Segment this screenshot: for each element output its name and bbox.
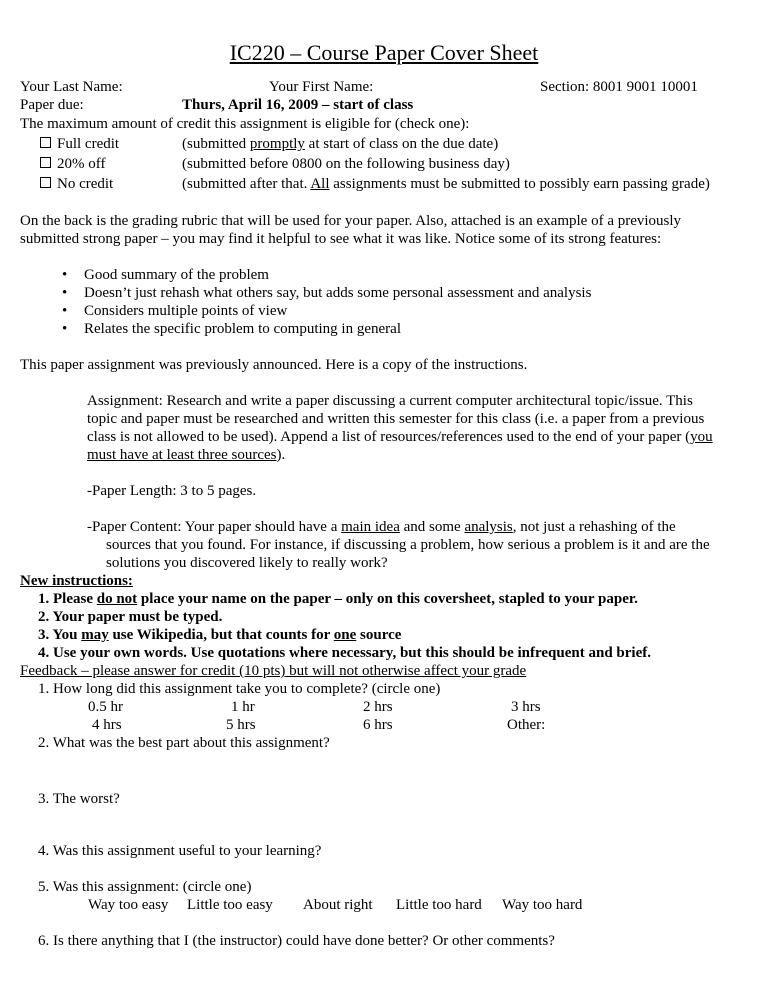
question-2: 2. What was the best part about this assignment? [38,735,330,751]
rubric-text-line1: On the back is the grading rubric that will be used for your paper. Also, attached is an example of a previously [20,213,682,229]
credit-option-full[interactable]: Full credit [40,135,119,153]
time-option[interactable]: 5 hrs [226,717,256,733]
bullet-icon: • [62,285,68,301]
credit-option-none[interactable]: No credit [40,175,113,193]
time-option[interactable]: 1 hr [231,699,255,715]
difficulty-option[interactable]: About right [303,897,373,913]
first-name-field[interactable] [392,78,512,96]
new-instructions-heading: New instructions: [20,573,133,589]
credit-option-full-desc: (submitted promptly at start of class on the due date) [182,136,499,152]
paper-due-value: Thurs, April 16, 2009 – start of class [182,97,414,113]
question-1: 1. How long did this assignment take you to complete? (circle one) [38,681,441,697]
list-item: • Considers multiple points of view [62,303,288,319]
bullet-icon: • [62,267,68,283]
first-name-label: Your First Name: [269,79,374,95]
list-item: • Good summary of the problem [62,267,269,283]
time-option[interactable]: 3 hrs [511,699,541,715]
time-option[interactable]: 2 hrs [363,699,393,715]
page-title: IC220 – Course Paper Cover Sheet [229,40,539,65]
assignment-line4: must have at least three sources). [87,447,286,463]
difficulty-option[interactable]: Way too hard [502,897,583,913]
difficulty-option[interactable]: Little too easy [187,897,273,913]
last-name-field[interactable] [140,78,260,96]
announce-text: This paper assignment was previously announced. Here is a copy of the instructions. [20,357,528,373]
paper-content-line3: solutions you discovered likely to really work? [106,555,388,571]
checkbox-icon[interactable] [40,157,51,168]
instruction-1: 1. Please do not place your name on the paper – only on this coversheet, stapled to your paper. [38,591,638,607]
paper-content-line2: sources that you found. For instance, if discussing a problem, how serious a problem is it and are the [106,537,710,553]
bullet-icon: • [62,303,68,319]
question-5: 5. Was this assignment: (circle one) [38,879,252,895]
credit-intro: The maximum amount of credit this assignment is eligible for (check one): [20,116,470,132]
section-label: Section: 8001 9001 10001 [540,79,698,95]
instruction-3: 3. You may use Wikipedia, but that counts for one source [38,627,402,643]
list-item: • Doesn’t just rehash what others say, but adds some personal assessment and analysis [62,285,592,301]
instruction-2: 2. Your paper must be typed. [38,609,223,625]
question-4: 4. Was this assignment useful to your learning? [38,843,322,859]
question-3: 3. The worst? [38,791,120,807]
credit-option-20-off-desc: (submitted before 0800 on the following business day) [182,156,510,172]
time-option[interactable]: 4 hrs [92,717,122,733]
checkbox-icon[interactable] [40,137,51,148]
difficulty-option[interactable]: Way too easy [88,897,169,913]
credit-option-none-desc: (submitted after that. All assignments must be submitted to possibly earn passing grade) [182,176,710,192]
time-option[interactable]: 0.5 hr [88,699,123,715]
last-name-label: Your Last Name: [20,79,123,95]
paper-content-line1: -Paper Content: Your paper should have a main idea and some analysis, not just a rehashing of the [87,519,676,535]
time-option-other[interactable]: Other: [507,717,546,733]
assignment-line2: topic and paper must be researched and written this semester for this class (i.e. a paper from a previous [87,411,705,427]
difficulty-option[interactable]: Little too hard [396,897,482,913]
list-item: • Relates the specific problem to computing in general [62,321,401,337]
checkbox-icon[interactable] [40,177,51,188]
paper-length: -Paper Length: 3 to 5 pages. [87,483,257,499]
credit-option-20-off[interactable]: 20% off [40,155,105,173]
time-option[interactable]: 6 hrs [363,717,393,733]
assignment-line3: class is not allowed to be used). Append a list of resources/references used to the end of your paper (you [87,429,713,445]
feedback-heading: Feedback – please answer for credit (10 pts) but will not otherwise affect your grade [20,663,527,679]
bullet-icon: • [62,321,68,337]
question-6: 6. Is there anything that I (the instructor) could have done better? Or other comments? [38,933,555,949]
assignment-line1: Assignment: Research and write a paper discussing a current computer architectural topic/issue. This [87,393,693,409]
instruction-4: 4. Use your own words. Use quotations where necessary, but this should be infrequent and brief. [38,645,651,661]
rubric-text-line2: submitted strong paper – you may find it helpful to see what it was like. Notice some of its strong features: [20,231,662,247]
paper-due-label: Paper due: [20,97,84,113]
